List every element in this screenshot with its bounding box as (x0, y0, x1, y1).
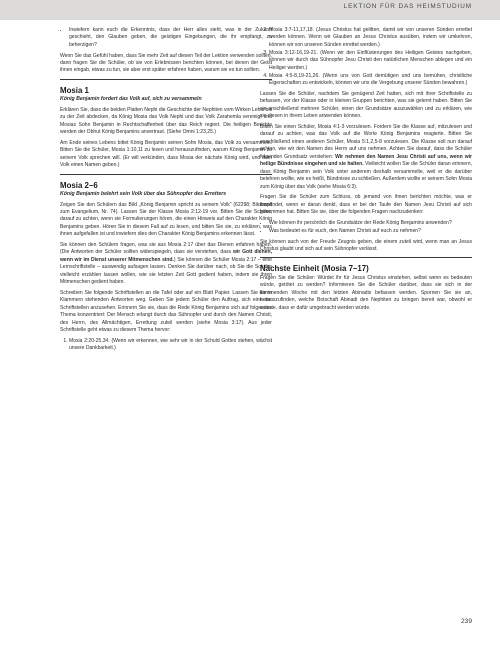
left-column (60, 27, 272, 356)
list-item: 2. Mosia 3:7-11,17,18. (Jesus Christus hat gelitten, damit wir von unseren Sünden errettet werden können. Wenn wir Glauben an Jesus Christus ausüben, indem wir umkehren, können wir von unseren Sünden errettet werden.) (269, 27, 472, 49)
closing-paragraph: Sie können auch von der Freude Zeugnis geben, die einem zuteil wird, wenn man an Jesus Christus glaubt und sich auf sein Sühnopfer verlässt. (260, 238, 472, 252)
intro-bullet-list (60, 27, 272, 49)
header-section-label: LEKTION FÜR DAS HEIMSTUDIUM (343, 3, 472, 10)
next-unit-title: Nächste Einheit (Mosia 7–17) (260, 264, 369, 274)
list-item: 3. Mosia 3:12-16,19-21. (Wenn wir den Einflüsterungen des Heiligen Geistes nachgeben, können wir durch das Sühnopfer Jesu Christi den natürlichen Menschen ablegen und ein Heiliger werden.) (269, 50, 472, 72)
list-item: 4. Mosia 4:5-8,19-21,26. (Wenn uns von Gott demütigen und uns bemühen, christliche Eigenschaften zu entwickeln, können wir uns die Vergebung unserer Sünden bewahren.) (269, 73, 472, 88)
reflection-bullet-list (260, 220, 472, 236)
paragraph: Schreiben Sie folgende Schriftstellen an die Tafel oder auf ein Blatt Papier. Lassen Sie die in Klammern stehenden Antworten weg. Geben Sie jedem Schüler den Auftrag, sich eine der Schriftstellen anzusehen. Erinnern Sie sie, dass die Rede König Benjamins sich auf folgendes Thema konzentriert: Der Mensch erlangt durch das Sühnopfer und durch den Namen Christi, des Herrn, des Allmächtigen, Errettung zuteil werden (siehe Mosia 3:17). Aus jeder Schriftstelle geht etwas zu diesem Thema hervor: (60, 289, 272, 334)
list-item: • Wie können ihr persönlich die Grundsätze der Rede König Benjamins anwenden? (269, 220, 472, 227)
paragraph: Lassen Sie die Schüler, nachdem Sie genügend Zeit hatten, sich mit ihrer Schriftstelle zu befassen, vor der Klasse oder in kleinen Gruppen berichten, was sie gelernt haben. Bitten Sie sie anschließend mehrere Schüler, einen der Grundsätze auszuwählen und zu erklären, wie sie diesen in ihrem Leben anwenden können. (260, 91, 472, 120)
paragraph: Zeigen Sie den Schülern das Bild „König Benjamin spricht zu seinem Volk“ (62298; Bildband zum Evangelium, Nr. 74). Lassen Sie der Klasse Mosia 2:12-19 vor. Bitten Sie die Schüler, darauf zu achten, wenn sie Formulierungen hören, die einen Hinweis auf den Charakter König Benjamins geben. Hören Sie in diesem Fall auf zu lesen, und bitten Sie sie, zu erklären, was ihnen aufgefallen ist und inwiefern dies den Charakter König Benjamins erkennen lässt. (60, 201, 272, 238)
section-subtitle-mosia-1: König Benjamin fordert das Volk auf, sich zu versammeln (60, 96, 202, 103)
section-divider (60, 174, 272, 175)
header-bar (0, 0, 500, 20)
paragraph: Bitten Sie einen Schüler, Mosia 4:1-3 vorzulesen. Fordern Sie die Klasse auf, mitzulesen und darauf zu achten, was das Volk auf die Worte König Benjamins reagierte. Bitten Sie anschließend einen anderen Schüler, Mosia 5:1,2,5-8 vorzulesen. Die Klasse soll nun darauf achten, wie wir den Namen des Herrn auf uns nehmen. Achten Sie darauf, dass die Schüler folgenden Grundsatz verstehen: Wir nehmen den Namen Jesu Christi auf uns, wenn wir heilige Bündnisse eingehen und sie halten. Vielleicht wollen Sie die Schüler daran erinnern, dass König Benjamin sein Volk unter anderem deshalb versammelte, weil er die darüber belehren wollte, wie es heißt, Bündnisse zu schließen. Außerdem wollte er seinem Sohn Mosia zum König über das Volk (siehe Mosia 6:3). (260, 124, 473, 190)
paragraph: Sie können den Schülern fragen, was sie aus Mosia 2:17 über das Dienen erfahren haben. (Die Antworten der Schüler sollten widerspiegeln, dass sie verstehen, dass wir Gott dienen, wenn wir im Dienst unserer Mitmenschen sind.) Sie können die Schüler Mosia 2:17 – eine Lernschriftstelle – auswendig aufsagen lassen. Denken Sie darüber nach, ob Sie die Schüler vielleicht erzählen lassen wollen, wie sie letzten Zeit Gott gedient haben, indem sie ihren Mitmenschen gedient haben. (60, 241, 272, 286)
scripture-list-right (260, 27, 472, 88)
intro-paragraph: Wenn Sie das Gefühl haben, dass Sie mehr Zeit auf diesen Teil der Lektion verwenden sollten, dann fragen Sie die Schüler, ob sie von Erlebnissen berichten können, bei denen der Geist ihnen eingab, etwas zu tun, sie aber erst später erfahren haben, warum sie es tun sollten. (60, 52, 272, 74)
section-subtitle-mosia-2-6: König Benjamin belehrt sein Volk über das Sühnopfer des Erretters (60, 191, 227, 198)
right-column (260, 27, 472, 315)
section-title-mosia-1: Mosia 1 (60, 85, 89, 95)
scripture-list-left (60, 338, 272, 353)
section-title-mosia-2-6: Mosia 2–6 (60, 180, 98, 190)
doctrine-emphasis: wir Gott dienen, wenn wir im Dienst unserer Mitmenschen sind. (60, 249, 272, 263)
paragraph: Fragen Sie die Schüler zum Schluss, ob jemand von ihnen berichten möchte, was er empfindet, wenn er daran denkt, dass er bei der Taufe den Namen Jesu Christi auf sich genommen hat. Bitten Sie sie, über die folgenden Fragen nachzudenken: (260, 194, 472, 216)
next-unit-text: Fragen Sie die Schüler: Würdet ihr für Jesus Christus einstehen, selbst wenn es bedeuten würde, getötet zu werden? Informieren Sie die Schüler darüber, dass sie sich in der kommenden Woche mit den letzten Abinadis befassen werden. Spornen Sie sie an, herauszufinden, welche Botschaft Abinadi den Nephiten zu bringen bereit war, obwohl er wusste, dass er dafür umgebracht werden würde. (260, 274, 472, 311)
doctrine-emphasis: Wir nehmen den Namen Jesu Christi auf uns, wenn wir heilige Bündnisse eingehen und sie halten. (260, 153, 473, 168)
page-number: 239 (460, 618, 472, 625)
list-item: 1. Mosia 2:20-25,34. (Wenn wir erkennen, wie sehr wir in der Schuld Gottes stehen, wächst unsere Dankbarkeit.) (69, 338, 272, 353)
list-item: • Was bedeutet es für euch, den Namen Christi auf euch zu nehmen? (269, 228, 472, 235)
section-divider (60, 79, 272, 80)
list-item: • Inwiefern kann euch die Erkenntnis, dass der Herr alles sieht, was in der Zukunft geschieht, den Glauben geben, die geistigen Eingebungen, die ihr empfangt, zu beherzigen? (69, 27, 272, 49)
paragraph: Erklären Sie, dass die beiden Platten Nephi die Geschichte der Nephiten vom Wirken Lehis bis zu der Zeit abdecken, da König Mosia das Volk Nephi und das Volk Zarahemla vereinigt und Mosias Sohn Benjamin in Rechtschaffenheit über das Reich regiert. Die heiligen Berichte werden der Obhut König Benjamins anvertraut. (Siehe Omni 1:23,25.) (60, 106, 272, 136)
paragraph: Am Ende seines Lebens bittet König Benjamin seinen Sohn Mosia, das Volk zu versammeln. Bitten Sie die Schüler, Mosia 1:10,11 zu lesen und herauszufinden, warum König Benjamin zu seinem Volk sprechen will. (Er will verkünden, dass Mosia der nächste König wird, und dem Volk einen Namen geben.) (60, 139, 272, 169)
section-divider (260, 257, 472, 258)
